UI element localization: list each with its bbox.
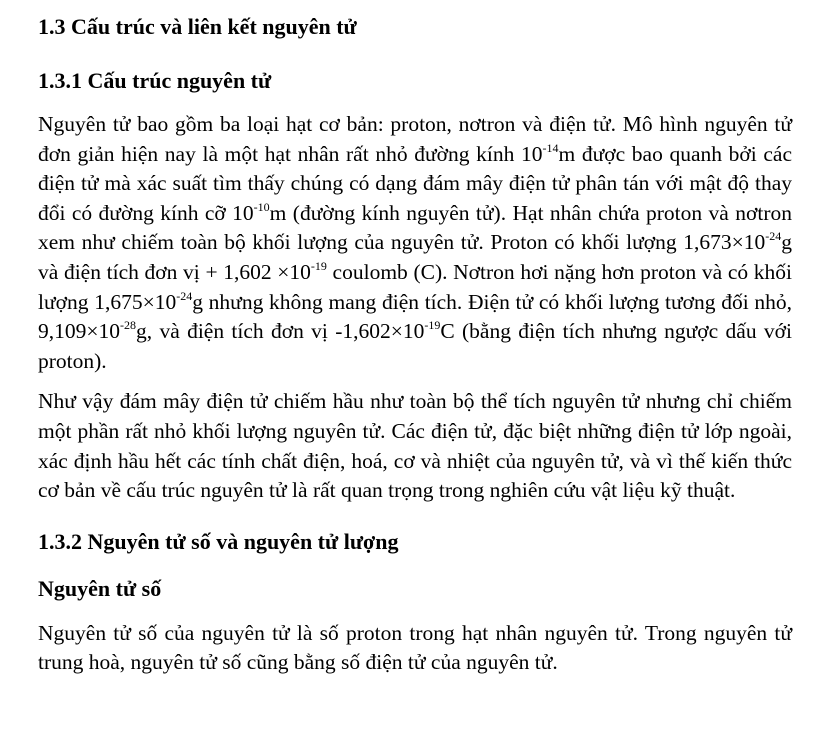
paragraph-electron-cloud: Như vậy đám mây điện tử chiếm hầu như toàn bộ thể tích nguyên tử nhưng chỉ chiếm một phần rất nhỏ khối lượng nguyên tử. Các điện tử, đặc biệt những điện tử lớp ngoài, xác định hầu hết các tính chất điện, hoá, cơ và nhiệt của nguyên tử, và vì thế kiến thức cơ bản về cấu trúc nguyên tử là rất quan trọng trong nghiên cứu vật liệu kỹ thuật. bbox=[38, 389, 792, 503]
sub-heading-atomic-number: Nguyên tử số bbox=[38, 575, 162, 601]
paragraph-atomic-structure bbox=[38, 110, 792, 376]
text-run: C (bằng điện tích nhưng ngược dấu với proton). bbox=[38, 319, 792, 373]
document-page bbox=[38, 10, 792, 678]
text-run: g nhưng không mang điện tích. Điện tử có khối lượng tương đối nhỏ, 9,109×10 bbox=[38, 289, 793, 344]
exponent: -14 bbox=[542, 140, 559, 155]
exponent: -10 bbox=[253, 199, 270, 214]
exponent: -24 bbox=[765, 229, 782, 244]
subsection-heading-atomic-number-mass: 1.3.2 Nguyên tử số và nguyên tử lượng bbox=[38, 528, 399, 554]
exponent: -28 bbox=[120, 318, 137, 333]
text-run: coulomb (C). Nơtron hơi nặng hơn proton và có khối lượng 1,675×10 bbox=[38, 259, 792, 314]
section-heading: 1.3 Cấu trúc và liên kết nguyên tử bbox=[38, 14, 357, 39]
subsection-heading-atomic-structure: 1.3.1 Cấu trúc nguyên tử bbox=[38, 68, 272, 93]
exponent: -19 bbox=[424, 318, 441, 333]
text-run: m được bao quanh bởi các điện tử mà xác suất tìm thấy chúng có dạng đám mây điện tử phân tán với mật độ thay đổi có đường kính cỡ 10 bbox=[38, 141, 792, 225]
text-run: g và điện tích đơn vị + 1,602 ×10 bbox=[38, 230, 792, 284]
paragraph-atomic-number: Nguyên tử số của nguyên tử là số proton trong hạt nhân nguyên tử. Trong nguyên tử trung hoà, nguyên tử số cũng bằng số điện tử của nguyên tử. bbox=[38, 620, 792, 675]
exponent: -19 bbox=[310, 258, 327, 273]
text-run: Nguyên tử bao gồm ba loại hạt cơ bản: proton, nơtron và điện tử. Mô hình nguyên tử đơn giản hiện nay là một hạt nhân rất nhỏ đường kính 10 bbox=[38, 112, 792, 166]
text-run: m (đường kính nguyên tử). Hạt nhân chứa proton và nơtron xem như chiếm toàn bộ khối lượng của nguyên tử. Proton có khối lượng 1,673×10 bbox=[38, 200, 792, 255]
exponent: -24 bbox=[176, 288, 193, 303]
text-run: g, và điện tích đơn vị -1,602×10 bbox=[136, 319, 425, 344]
